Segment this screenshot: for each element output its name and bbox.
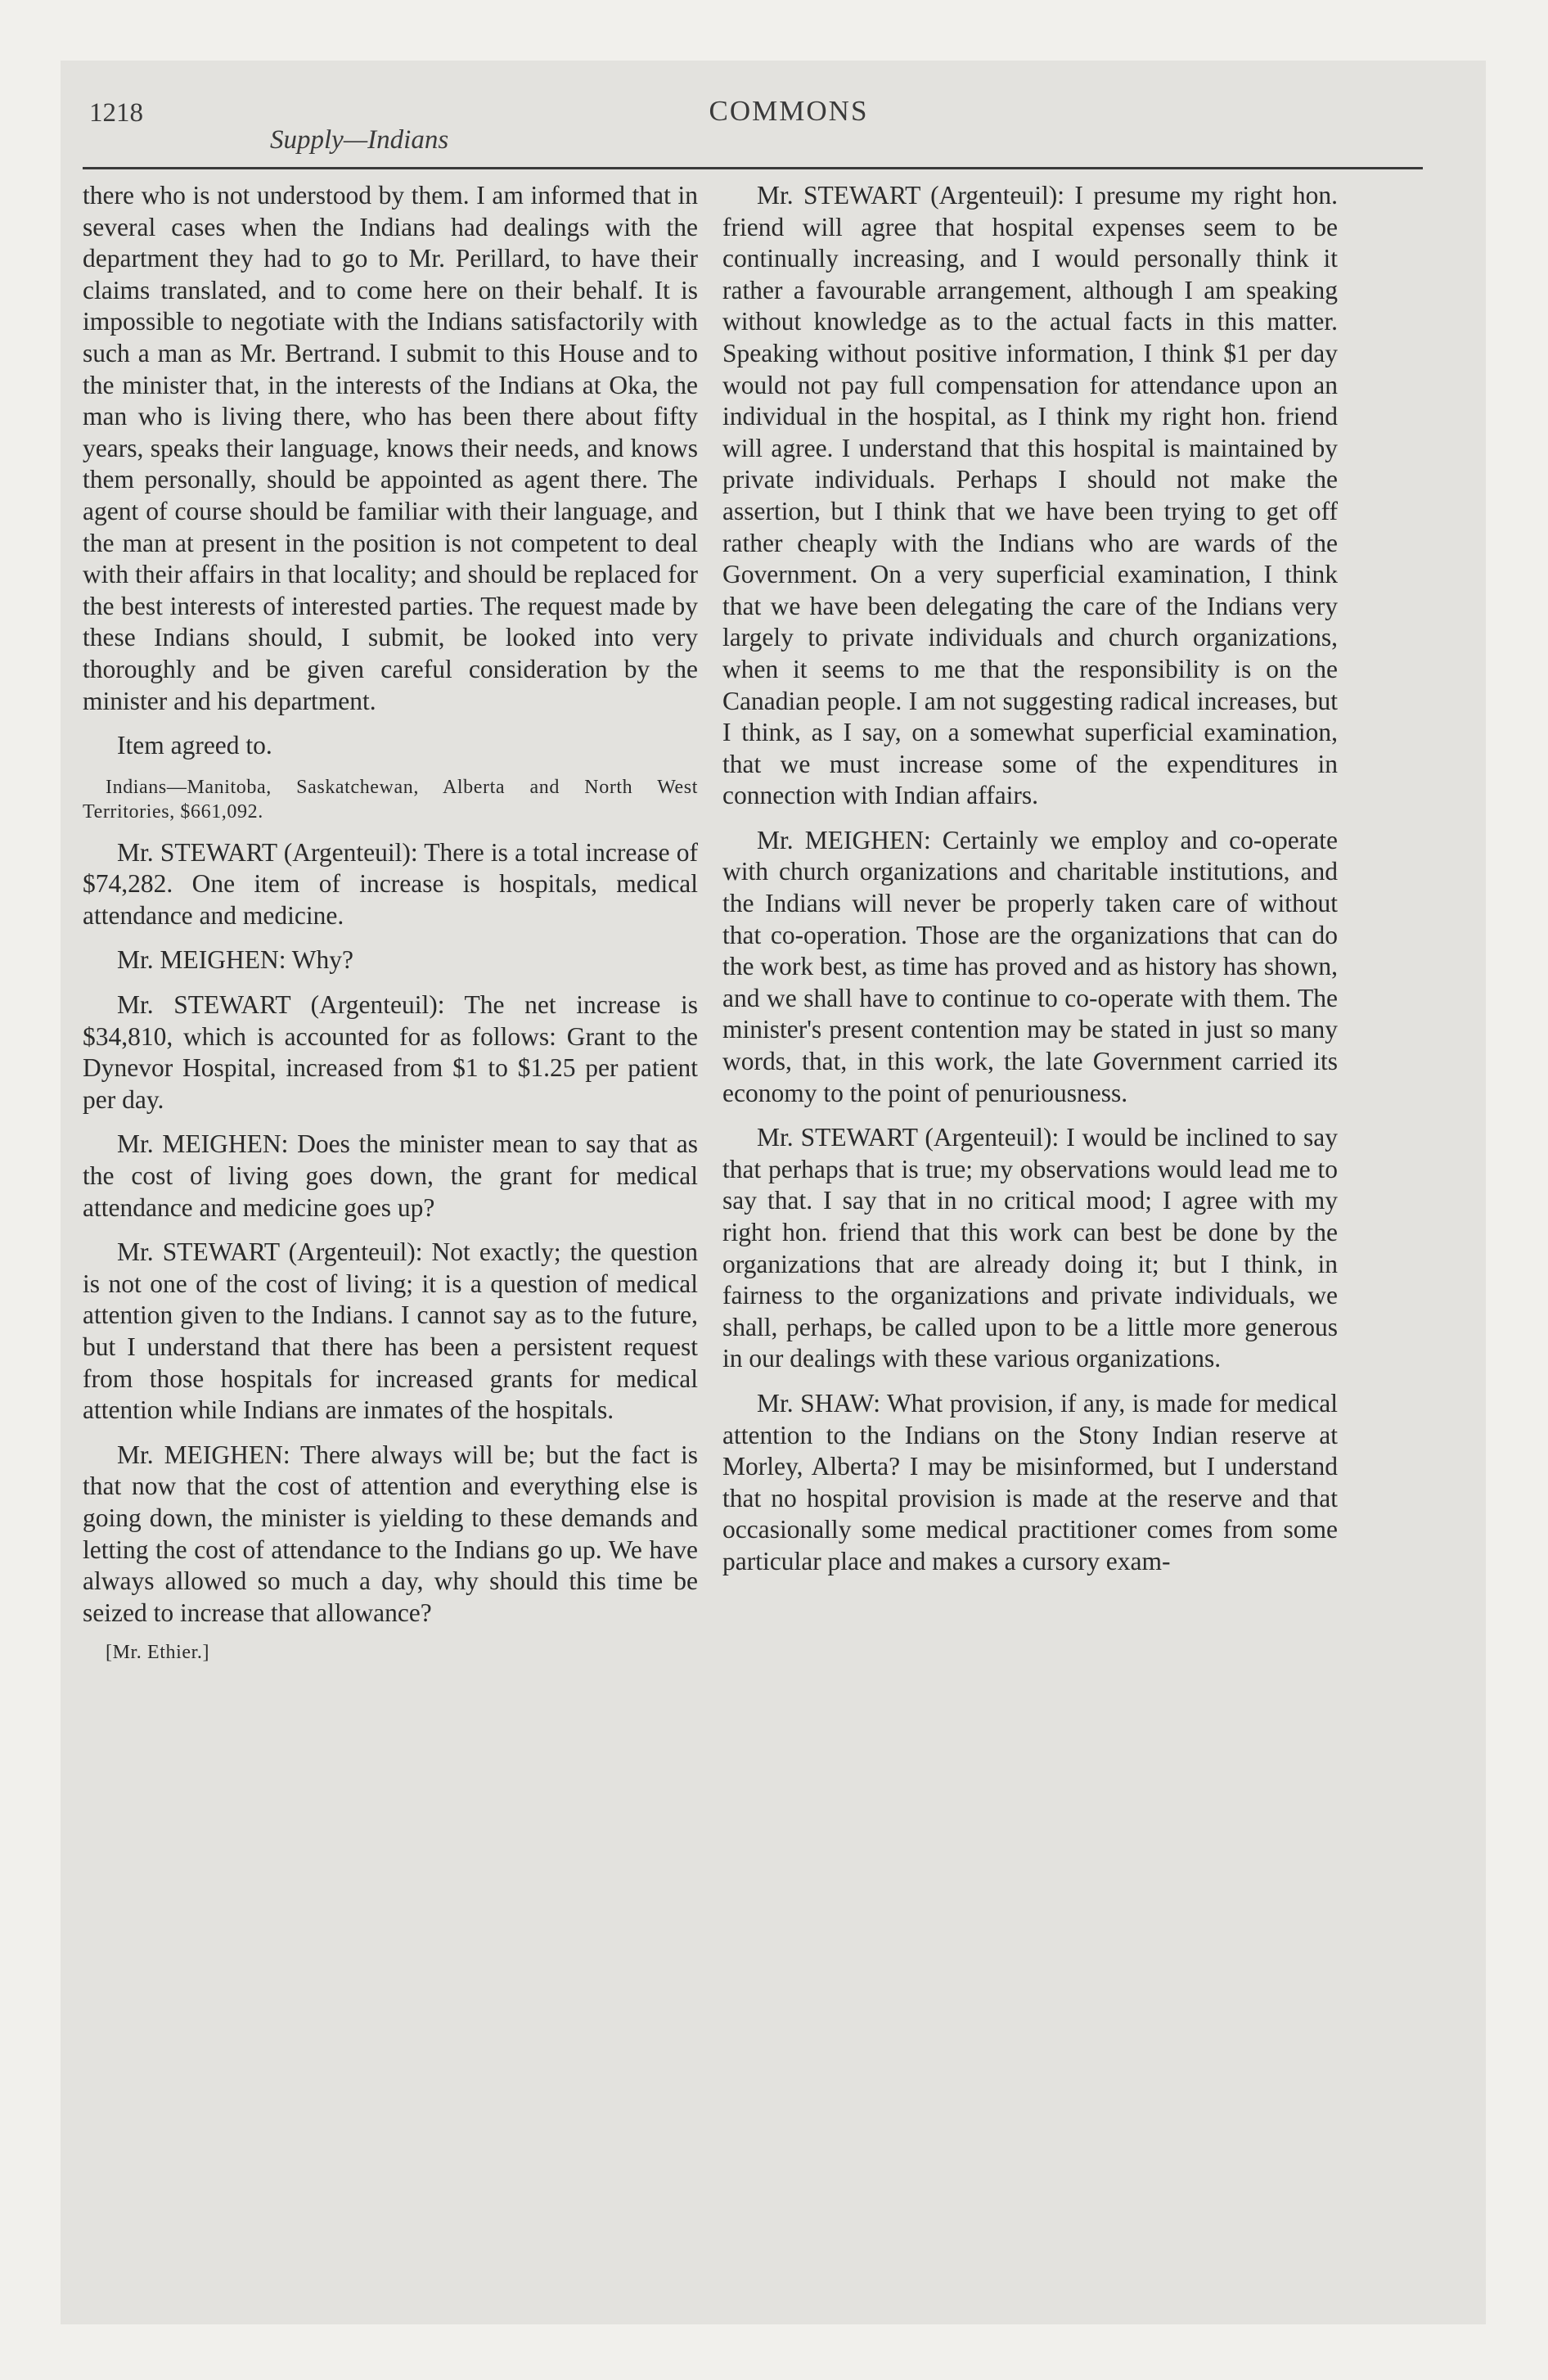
paragraph: Mr. MEIGHEN: There always will be; but the fact is that now that the cost of attention and everything else is going down, the minister is yielding to these demands and letting the cost of attendance to the Indians go up. We have always allowed so much a day, why should this time be seized to increase that allowance? bbox=[83, 1440, 698, 1627]
paragraph: Mr. STEWART (Argenteuil): I would be inclined to say that perhaps that is true; my observations would lead me to say that. I say that in no critical mood; I agree with my right hon. friend that this work can best be done by the organizations that are already doing it; but I think, in fairness to the organizations and private individuals, we shall, perhaps, be called upon to be a little more generous in our dealings with these various organizations. bbox=[722, 1123, 1338, 1373]
paragraph: Mr. MEIGHEN: Does the minister mean to say that as the cost of living goes down, the grant for medical attendance and medicine goes up? bbox=[83, 1129, 698, 1222]
paragraph: Mr. MEIGHEN: Certainly we employ and co-operate with church organizations and charitable institutions, and the Indians will never be properly taken care of without that co-operation. Those are the organizations that can do the work best, as time has proved and as history has shown, and we shall have to continue to co-operate with them. The minister's present contention may be stated in just so many words, that, in this work, the late Government carried its economy to the point of penuriousness. bbox=[722, 825, 1338, 1107]
paragraph: Mr. MEIGHEN: Why? bbox=[117, 945, 354, 975]
right-column bbox=[722, 180, 1338, 1578]
section-title: Supply—Indians bbox=[270, 125, 449, 155]
paragraph: Mr. STEWART (Argenteuil): There is a total increase of $74,282. One item of increase is hospitals, medical attendance and medicine. bbox=[83, 837, 698, 930]
speaker-reference: [Mr. Ethier.] bbox=[106, 1642, 210, 1664]
paragraph: Mr. SHAW: What provision, if any, is made for medical attention to the Indians on the Stony Indian reserve at Morley, Alberta? I may be misinformed, but I understand that no hospital provision is made at the reserve and that occasionally some medical practitioner comes from some particular place and makes a cursory exam- bbox=[722, 1388, 1338, 1575]
paragraph: Mr. STEWART (Argenteuil): The net increase is $34,810, which is accounted for as follows: Grant to the Dynevor Hospital, increased from $1 to $1.25 per patient per day. bbox=[83, 990, 698, 1114]
page-number: 1218 bbox=[89, 98, 143, 128]
left-column bbox=[83, 180, 698, 1665]
paragraph: Item agreed to. bbox=[117, 731, 272, 760]
running-header-title: COMMONS bbox=[709, 95, 869, 127]
paragraph: Mr. STEWART (Argenteuil): Not exactly; the question is not one of the cost of living; it is a question of medical attention given to the Indians. I cannot say as to the future, but I understand that there has been a persistent request from those hospitals for increased grants for medical attention while Indians are inmates of the hospitals. bbox=[83, 1237, 698, 1425]
estimate-item: Indians—Manitoba, Saskatchewan, Alberta and North West Territories, $661,092. bbox=[83, 776, 698, 823]
header-rule bbox=[83, 167, 1423, 169]
paragraph: there who is not understood by them. I am informed that in several cases when the Indians had dealings with the department they had to go to Mr. Perillard, to have their claims translated, and to come here on their behalf. It is impossible to negotiate with the Indians satisfactorily with such a man as Mr. Bertrand. I submit to this House and to the minister that, in the interests of the Indians at Oka, the man who is living there, who has been there about fifty years, speaks their language, knows their needs, and knows them personally, should be appointed as agent there. The agent of course should be familiar with their language, and the man at present in the position is not competent to deal with their affairs in that locality; and should be replaced for the best interests of interested parties. The request made by these Indians should, I submit, be looked into very thoroughly and be given careful consideration by the minister and his department. bbox=[83, 181, 698, 715]
paragraph: Mr. STEWART (Argenteuil): I presume my right hon. friend will agree that hospital expenses seem to be continually increasing, and I would personally think it rather a favourable arrangement, although I am speaking without knowledge as to the actual facts in this matter. Speaking without positive information, I think $1 per day would not pay full compensation for attendance upon an individual in the hospital, as I think my right hon. friend will agree. I understand that this hospital is maintained by private individuals. Perhaps I should not make the assertion, but I think that we have been trying to get off rather cheaply with the Indians who are wards of the Government. On a very superficial examination, I think that we have been delegating the care of the Indians very largely to private individuals and church organizations, when it seems to me that the responsibility is on the Canadian people. I am not suggesting radical increases, but I think, as I say, on a somewhat superficial examination, that we must increase some of the expenditures in connection with Indian affairs. bbox=[722, 181, 1338, 810]
